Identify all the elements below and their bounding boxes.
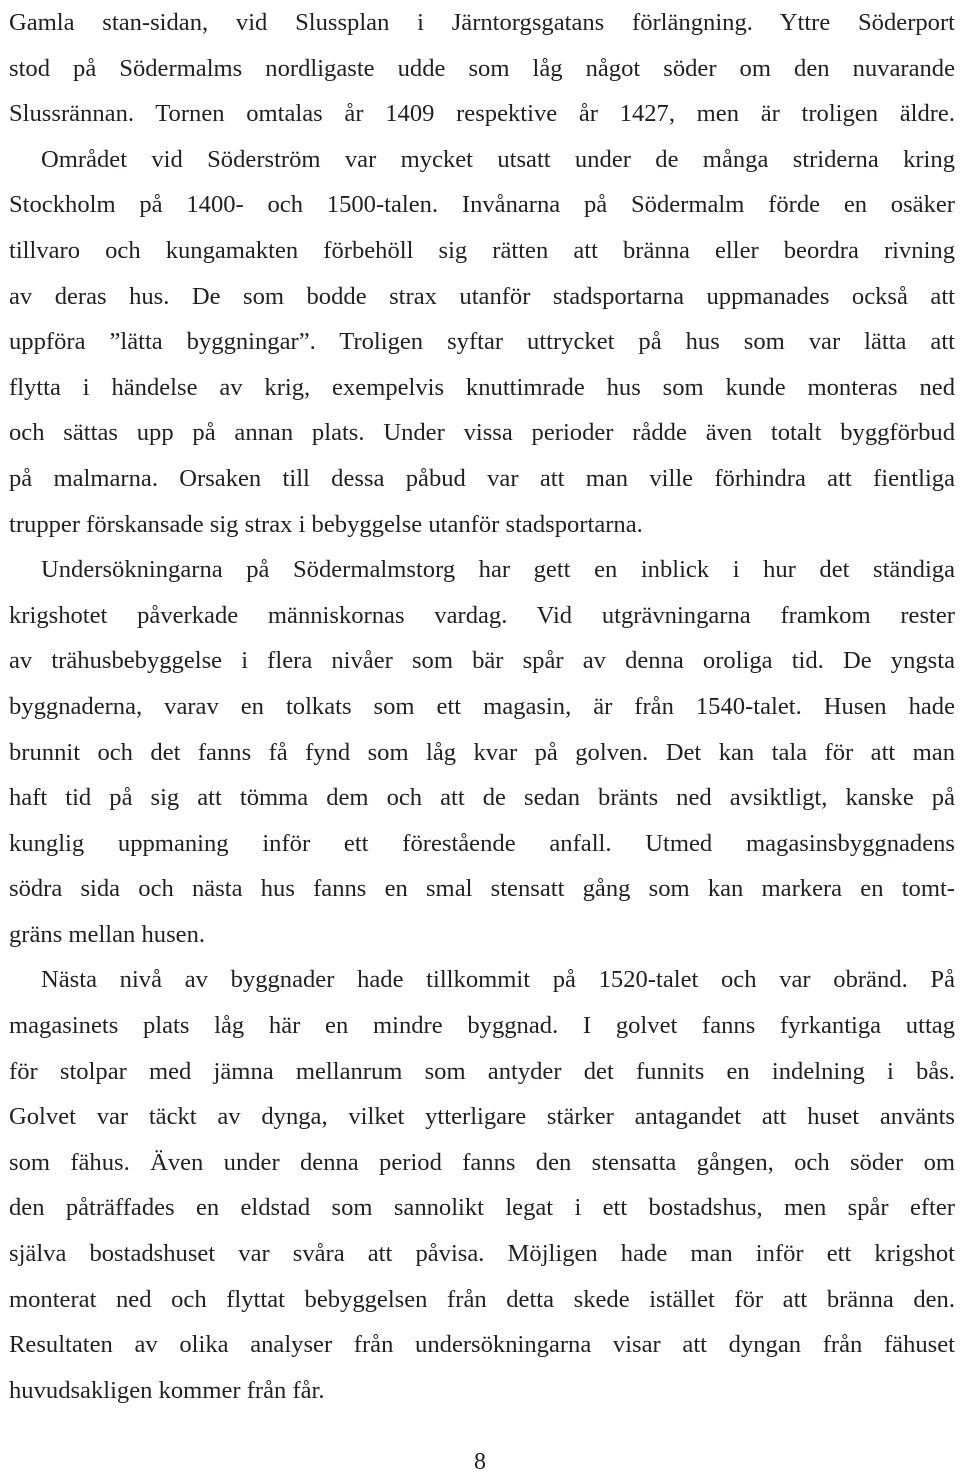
body-text xyxy=(9,0,955,1413)
text-line: södra sida och nästa hus fanns en smal stensatt gång som kan markera en tomt- xyxy=(9,875,955,903)
text-line: magasinets plats låg här en mindre byggnad. I golvet fanns fyrkantiga uttag xyxy=(9,1012,955,1040)
text-line: monterat ned och flyttat bebyggelsen från detta skede istället för att bränna den. xyxy=(9,1285,955,1313)
text-line: gräns mellan husen. xyxy=(9,920,206,948)
text-line: den påträffades en eldstad som sannolikt legat i ett bostadshus, men spår efter xyxy=(9,1194,955,1222)
text-line: för stolpar med jämna mellanrum som antyder det funnits en indelning i bås. xyxy=(9,1057,955,1085)
text-line: krigshotet påverkade människornas vardag. Vid utgrävningarna framkom rester xyxy=(9,601,955,629)
text-line: av trähusbebyggelse i flera nivåer som bär spår av denna oroliga tid. De yngsta xyxy=(9,647,955,675)
text-line: själva bostadshuset var svåra att påvisa. Möjligen hade man inför ett krigshot xyxy=(9,1240,955,1268)
text-line: Undersökningarna på Södermalmstorg har gett en inblick i hur det ständiga xyxy=(41,556,955,584)
text-line: Området vid Söderström var mycket utsatt under de många striderna kring xyxy=(41,145,955,173)
text-line: kunglig uppmaning inför ett förestående anfall. Utmed magasinsbyggnadens xyxy=(9,829,955,857)
text-line: stod på Södermalms nordligaste udde som låg något söder om den nuvarande xyxy=(9,54,955,82)
text-line: på malmarna. Orsaken till dessa påbud var att man ville förhindra att fientliga xyxy=(9,464,955,492)
page-number: 8 xyxy=(474,1449,486,1475)
text-line: Golvet var täckt av dynga, vilket ytterligare stärker antagandet att huset använts xyxy=(9,1103,955,1131)
text-line: byggnaderna, varav en tolkats som ett magasin, är från 1540-talet. Husen hade xyxy=(9,692,955,720)
text-line: uppföra ”lätta byggningar”. Troligen syftar uttrycket på hus som var lätta att xyxy=(9,328,955,356)
text-line: Resultaten av olika analyser från undersökningarna visar att dyngan från fähuset xyxy=(9,1331,955,1359)
text-line: Stockholm på 1400- och 1500-talen. Invånarna på Södermalm förde en osäker xyxy=(9,191,955,219)
text-line: tillvaro och kungamakten förbehöll sig rätten att bränna eller beordra rivning xyxy=(9,236,955,264)
text-line: Gamla stan-sidan, vid Slussplan i Järntorgsgatans förlängning. Yttre Söderport xyxy=(9,9,955,36)
text-line: av deras hus. De som bodde strax utanför stadsportarna uppmanades också att xyxy=(9,282,955,310)
text-line: Slussrännan. Tornen omtalas år 1409 respektive år 1427, men är troligen äldre. xyxy=(9,100,955,128)
text-line: Nästa nivå av byggnader hade tillkommit på 1520-talet och var obränd. På xyxy=(41,966,955,994)
text-line: flytta i händelse av krig, exempelvis knuttimrade hus som kunde monteras ned xyxy=(9,373,955,401)
text-line: trupper förskansade sig strax i bebyggelse utanför stadsportarna. xyxy=(9,510,643,538)
text-line: haft tid på sig att tömma dem och att de sedan bränts ned avsiktligt, kanske på xyxy=(9,784,955,812)
text-line: och sättas upp på annan plats. Under vissa perioder rådde även totalt byggförbud xyxy=(9,419,955,447)
text-line: som fähus. Även under denna period fanns den stensatta gången, och söder om xyxy=(9,1148,955,1176)
text-line: huvudsakligen kommer från får. xyxy=(9,1376,325,1404)
text-line: brunnit och det fanns få fynd som låg kvar på golven. Det kan tala för att man xyxy=(9,738,955,766)
